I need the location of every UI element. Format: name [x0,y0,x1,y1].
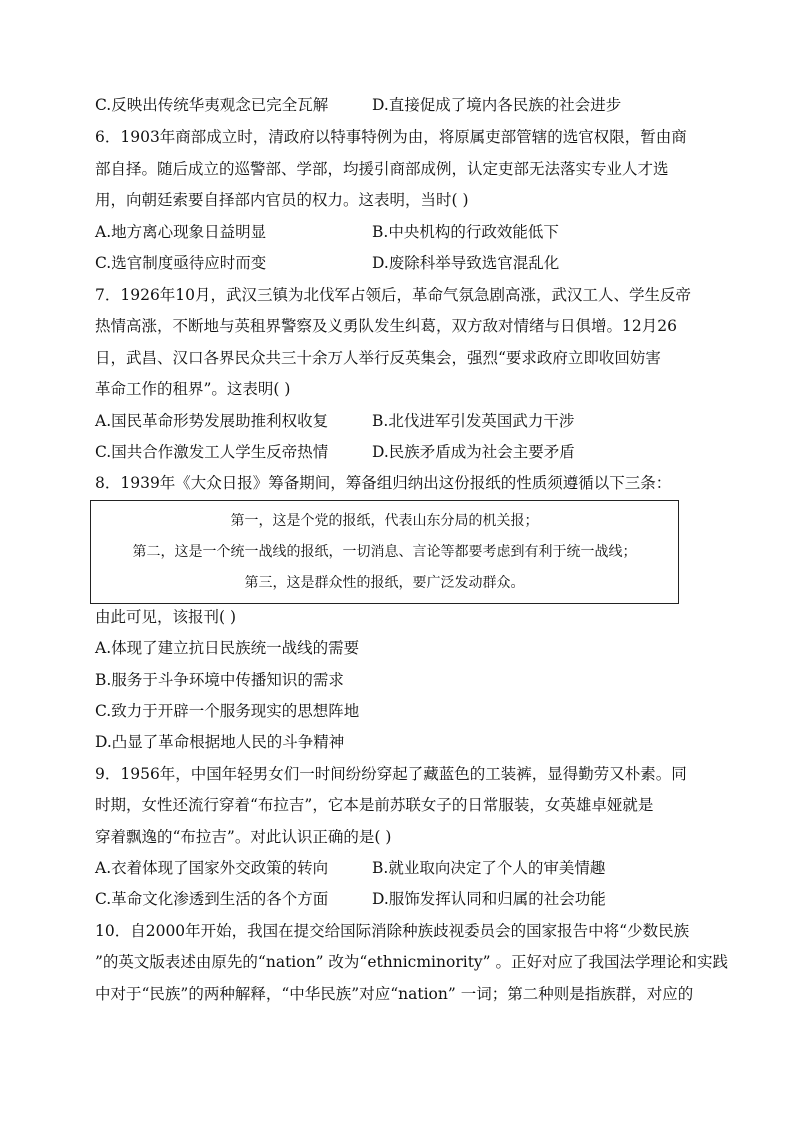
q6-option-b[interactable]: B.中央机构的行政效能低下 [372,223,559,241]
q7-stem-line-2: 热情高涨，不断地与英租界警察及义勇队发生纠葛，双方敌对情绪与日俱增。12月26 [95,317,677,335]
q5-option-c[interactable]: C.反映出传统华夷观念已完全瓦解 [95,96,329,114]
q10-stem-line-2: ”的英文版表述由原先的“nation” 改为“ethnicminority” 。正好对应了我国法学理论和实践 [95,953,729,971]
q9-stem-line-3: 穿着飘逸的“布拉吉”。对此认识正确的是( ) [95,828,392,846]
q6-option-d[interactable]: D.废除科举导致选官混乱化 [372,254,560,272]
q9-option-b[interactable]: B.就业取向决定了个人的审美情趣 [372,859,606,877]
q8-quote-box [90,500,679,604]
q9-option-d[interactable]: D.服饰发挥认同和归属的社会功能 [372,890,606,908]
q7-option-b[interactable]: B.北伐进军引发英国武力干涉 [372,412,575,430]
q8-stem: 8．1939年《大众日报》筹备期间，筹备组归纳出这份报纸的性质须遵循以下三条： [95,474,672,492]
q8-option-c[interactable]: C.致力于开辟一个服务现实的思想阵地 [95,702,360,720]
q7-option-a[interactable]: A.国民革命形势发展助推利权收复 [95,412,329,430]
q6-option-a[interactable]: A.地方离心现象日益明显 [95,223,267,241]
q8-question: 由此可见，该报刊( ) [95,608,237,626]
q9-stem-line-2: 时期，女性还流行穿着“布拉吉”，它本是前苏联女子的日常服装，女英雄卓娅就是 [95,796,654,814]
q8-quote-line-1: 第一，这是个党的报纸，代表山东分局的机关报； [230,513,539,529]
q7-stem-line-3: 日，武昌、汉口各界民众共三十余万人举行反英集会，强烈“要求政府立即收回妨害 [95,349,661,367]
q10-stem-line-1: 10．自2000年开始，我国在提交给国际消除种族歧视委员会的国家报告中将“少数民族 [95,922,690,940]
q7-stem-line-1: 7．1926年10月，武汉三镇为北伐军占领后，革命气氛急剧高涨，武汉工人、学生反帝 [95,286,692,304]
q8-quote-line-3: 第三，这是群众性的报纸，要广泛发动群众。 [244,575,525,591]
q7-option-c[interactable]: C.国共合作激发工人学生反帝热情 [95,443,329,461]
q6-stem-line-3: 用，向朝廷索要自择部内官员的权力。这表明，当时( ) [95,191,469,209]
q6-option-c[interactable]: C.选官制度亟待应时而变 [95,254,267,272]
q9-option-a[interactable]: A.衣着体现了国家外交政策的转向 [95,859,329,877]
q8-quote-line-2: 第二，这是一个统一战线的报纸，一切消息、言论等都要考虑到有利于统一战线； [132,544,637,560]
q8-option-a[interactable]: A.体现了建立抗日民族统一战线的需要 [95,639,360,657]
q6-stem-line-1: 6．1903年商部成立时，清政府以特事特例为由，将原属吏部管辖的选官权限，暂由商 [95,128,687,146]
q7-option-d[interactable]: D.民族矛盾成为社会主要矛盾 [372,443,575,461]
q6-stem-line-2: 部自择。随后成立的巡警部、学部，均援引商部成例，认定吏部无法落实专业人才选 [95,160,669,178]
q7-stem-line-4: 革命工作的租界”。这表明( ) [95,380,291,398]
q10-stem-line-3: 中对于“民族”的两种解释，“中华民族”对应“nation” 一词；第二种则是指族群，对应的 [95,985,694,1003]
q9-stem-line-1: 9．1956年，中国年轻男女们一时间纷纷穿起了藏蓝色的工装裤，显得勤劳又朴素。同 [95,765,687,783]
q8-option-b[interactable]: B.服务于斗争环境中传播知识的需求 [95,671,344,689]
q5-option-d[interactable]: D.直接促成了境内各民族的社会进步 [372,96,622,114]
q9-option-c[interactable]: C.革命文化渗透到生活的各个方面 [95,890,329,908]
q8-option-d[interactable]: D.凸显了革命根据地人民的斗争精神 [95,733,345,751]
